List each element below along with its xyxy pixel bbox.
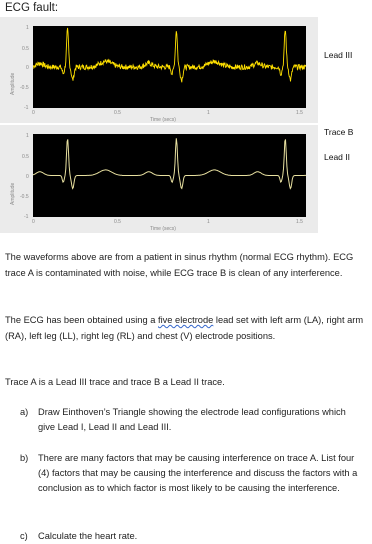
y-tick: -0.5 (20, 85, 29, 91)
paragraph-text: The ECG has been obtained using a (5, 315, 158, 325)
plot-area-b (33, 134, 306, 217)
question-c (20, 529, 365, 544)
y-tick: -0.5 (20, 194, 29, 200)
y-axis-label: Amplitude (10, 182, 16, 205)
page-title: ECG fault: (5, 2, 59, 14)
y-tick: 0 (26, 65, 29, 71)
y-tick: 0.5 (22, 46, 29, 52)
spellcheck-underlined-text: five electrode (158, 315, 214, 325)
question-text: There are many factors that may be causing interference on trace A. List four (4) factors that may be causing the interference and discuss the factors with a conclusion as to which factor is most likely to be causing the interference. (38, 453, 358, 493)
x-tick: 0.5 (114, 110, 121, 116)
side-label-trace-b: Trace B (324, 127, 354, 137)
x-tick: 0 (32, 110, 35, 116)
question-b (20, 451, 365, 496)
x-tick: 1.5 (296, 219, 303, 225)
x-tick: 1.5 (296, 110, 303, 116)
y-tick: 0.5 (22, 154, 29, 160)
y-tick: -1 (24, 214, 29, 220)
x-tick: 1 (207, 110, 210, 116)
y-tick: 0 (26, 174, 29, 180)
question-text: Draw Einthoven’s Triangle showing the electrode lead configurations which give Lead I, Lead II and Lead III. (38, 407, 346, 432)
paragraph-intro: The waveforms above are from a patient in sinus rhythm (normal ECG rhythm). ECG trace A is contaminated with noise, while ECG trace B is clean of any interference. (5, 252, 354, 278)
side-label-lead-ii: Lead II (324, 152, 350, 162)
y-tick: 1 (26, 25, 29, 31)
y-tick: 1 (26, 133, 29, 139)
ecg-plot-a (0, 17, 318, 123)
side-label-lead-iii: Lead III (324, 50, 353, 60)
plot-area-a (33, 26, 306, 108)
x-tick: 0 (32, 219, 35, 225)
paragraph-electrodes (5, 313, 367, 344)
y-axis-label: Amplitude (10, 72, 16, 95)
question-label: c) (20, 531, 28, 541)
y-tick: -1 (24, 105, 29, 111)
x-axis-label: Time (secs) (150, 226, 176, 232)
x-tick: 1 (207, 219, 210, 225)
paragraph-text: lead set with left arm (LA), right arm (RA), left leg (LL), right leg (RL) and chest (V) electrode positions. (5, 315, 364, 341)
question-label: b) (20, 453, 29, 463)
question-text: Calculate the heart rate. (38, 531, 138, 541)
ecg-trace-a (33, 28, 306, 82)
question-label: a) (20, 407, 29, 417)
question-a (20, 405, 365, 435)
ecg-plot-b (0, 125, 318, 233)
paragraph-leads: Trace A is a Lead III trace and trace B a Lead II trace. (5, 377, 225, 387)
ecg-trace-b (33, 138, 306, 188)
x-axis-label: Time (secs) (150, 117, 176, 123)
x-tick: 0.5 (114, 219, 121, 225)
